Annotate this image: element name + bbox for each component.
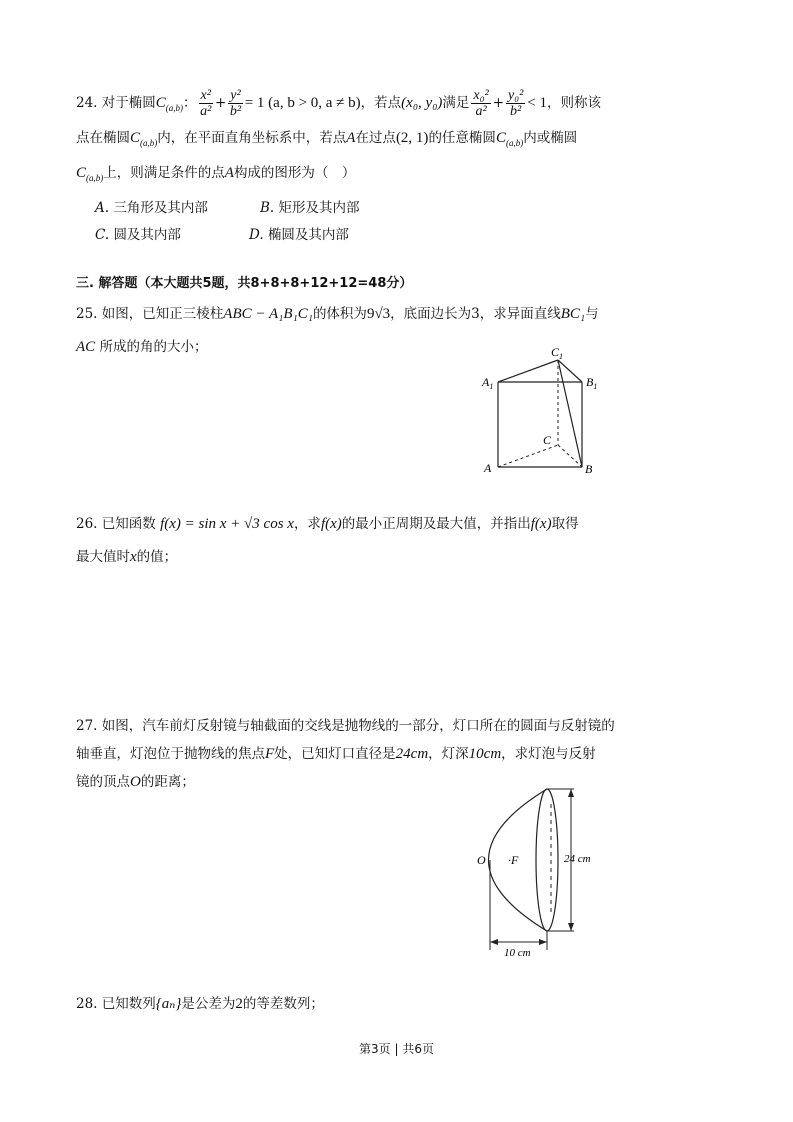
section3-title: 三. 解答题（本大题共5题，共8+8+8+12+12=48分）	[76, 276, 413, 291]
q27-line1: 27. 如图，汽车前灯反射镜与轴截面的交线是抛物线的一部分，灯口所在的圆面与反射镜的	[76, 718, 615, 734]
label-f: ·F	[508, 853, 519, 867]
label-b: B	[585, 462, 593, 476]
q24-line1: 24. 对于椭圆$C_{(a,b)}$： $\frac{\text{x²}}{\text{a²}}$ + $\frac{\text{y²}}{\text{b²}}$ = 1 (a, b > 0, a ≠ b)，若点(x₀, y₀)满足 $\frac{\text{x₀²}}{\text{a²}}$ + $\frac{\text{y₀²}}{\text{b²}}$ < 1，则称该	[76, 88, 602, 119]
q24-option-b[interactable]: B. 矩形及其内部	[260, 200, 360, 216]
headlight-figure	[470, 782, 610, 960]
fraction-x0-a2: $\frac{\text{x₀²}}{\text{a²}}$	[473, 88, 489, 119]
q26-line1: 26. 已知函数 f(x) = sin x + √3 cos x，求f(x)的最小正周期及最大值，并指出f(x)取得	[76, 516, 579, 532]
label-c1: $C_1$	[551, 345, 564, 361]
q26-line2: 最大值时x的值；	[76, 549, 178, 565]
fraction-x2-a2: $\frac{\text{x²}}{\text{a²}}$	[200, 88, 212, 119]
label-o: O	[477, 853, 486, 867]
fraction-y0-b2: $\frac{\text{y₀²}}{\text{b²}}$	[508, 88, 524, 119]
q27-line2: 轴垂直，灯泡位于抛物线的焦点F处，已知灯口直径是24cm，灯深10cm，求灯泡与反射	[76, 746, 596, 762]
depth-label: 10 cm	[504, 947, 531, 959]
ellipse-symbol: $C_{(a,b)}$	[155, 95, 184, 113]
label-a1: $A_1$	[482, 375, 494, 391]
q24-number: 24.	[76, 95, 98, 111]
q24-option-a[interactable]: A. 三角形及其内部	[95, 200, 208, 216]
fraction-y2-b2: $\frac{\text{y²}}{\text{b²}}$	[229, 88, 242, 119]
q28-line1: 28. 已知数列{aₙ}是公差为2的等差数列；	[76, 996, 324, 1012]
q24-option-c[interactable]: C. 圆及其内部	[95, 227, 181, 243]
q24-line3: $C_{(a,b)}$上，则满足条件的点A构成的图形为（ ）	[76, 165, 356, 183]
diameter-label: 24 cm	[564, 853, 591, 865]
q24-line2: 点在椭圆$C_{(a,b)}$内，在平面直角坐标系中，若点A在过点(2, 1)的任意椭圆$C_{(a,b)}$内或椭圆	[76, 130, 578, 148]
prism-figure	[470, 340, 610, 480]
q24-option-d[interactable]: D. 椭圆及其内部	[249, 227, 349, 243]
q25-line2: AC 所成的角的大小；	[76, 339, 208, 355]
label-c: C	[543, 433, 552, 447]
q25-line1: 25. 如图，已知正三棱柱ABC − A₁B₁C₁的体积为9√3，底面边长为3，求异面直线BC₁与	[76, 306, 599, 322]
q27-line3: 镜的顶点O的距离；	[76, 774, 195, 790]
label-b1: $B_1$	[586, 375, 598, 391]
page-footer: 第3页 | 共6页	[359, 1042, 434, 1056]
label-a: A	[484, 461, 492, 475]
